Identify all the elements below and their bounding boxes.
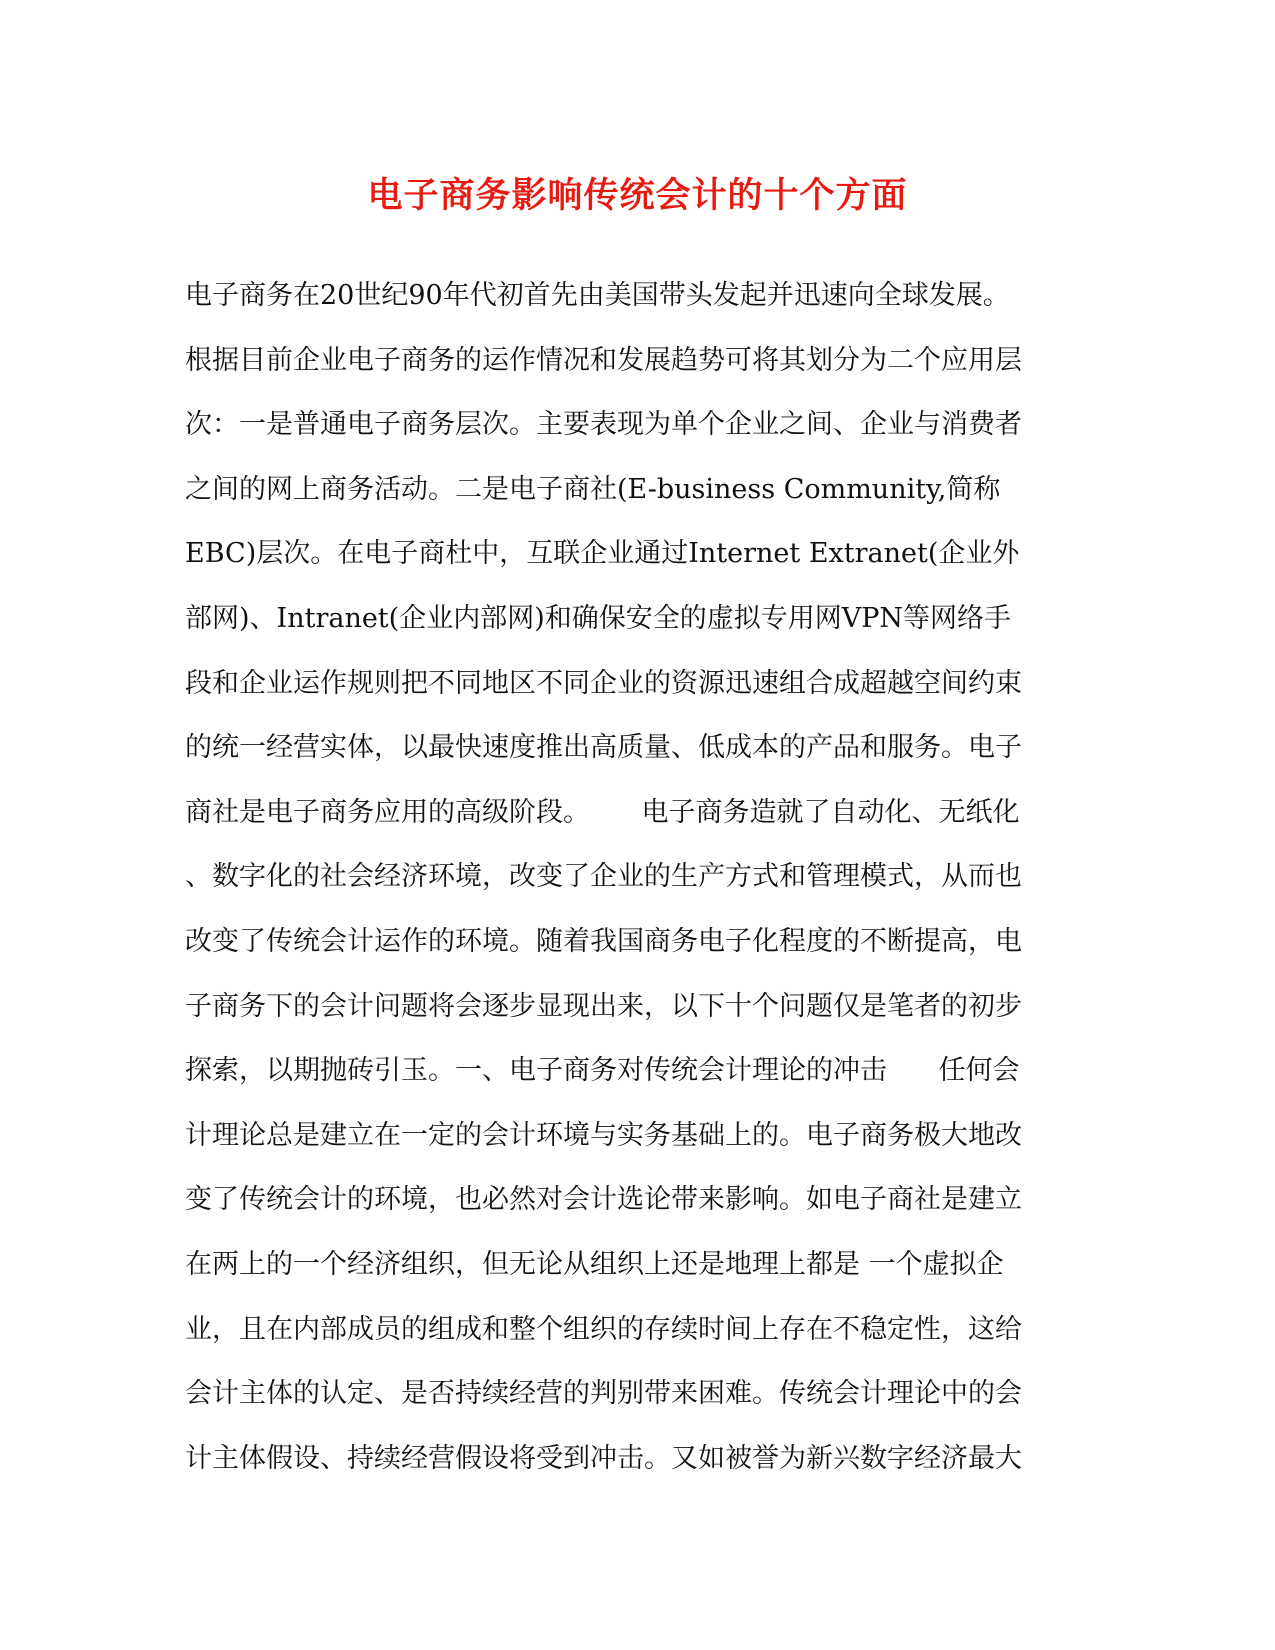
body-line: 探索，以期抛砖引玉。一、电子商务对传统会计理论的冲击 任何会 xyxy=(185,1055,1020,1087)
body-line: 改变了传统会计运作的环境。随着我国商务电子化程度的不断提高，电 xyxy=(185,925,1022,957)
body-line: 段和企业运作规则把不同地区不同企业的资源迅速组合成超越空间约束 xyxy=(185,667,1022,699)
body-line: 计主体假设、持续经营假设将受到冲击。又如被誉为新兴数字经济最大 xyxy=(185,1442,1022,1474)
document-title: 电子商务影响传统会计的十个方面 xyxy=(367,175,908,216)
body-line: 根据目前企业电子商务的运作情况和发展趋势可将其划分为二个应用层 xyxy=(185,344,1022,376)
body-line: 会计主体的认定、是否持续经营的判别带来困难。传统会计理论中的会 xyxy=(185,1378,1022,1410)
body-line: 商社是电子商务应用的高级阶段。 电子商务造就了自动化、无纸化 xyxy=(185,796,1020,828)
body-line: 部网)、Intranet(企业内部网)和确保安全的虚拟专用网VPN等网络手 xyxy=(185,602,1012,634)
body-line: 之间的网上商务活动。二是电子商社(E-business Community,简称 xyxy=(185,473,1001,505)
body-line: 在两上的一个经济组织，但无论从组织上还是地理上都是 一个虚拟企 xyxy=(185,1248,1004,1280)
body-line: 业，且在内部成员的组成和整个组织的存续时间上存在不稳定性，这给 xyxy=(185,1313,1022,1345)
body-line: 的统一经营实体，以最快速度推出高质量、低成本的产品和服务。电子 xyxy=(185,732,1022,764)
body-line: 电子商务在20世纪90年代初首先由美国带头发起并迅速向全球发展。 xyxy=(185,280,1010,311)
body-line: 变了传统会计的环境，也必然对会计选论带来影响。如电子商社是建立 xyxy=(185,1184,1022,1216)
document-body xyxy=(185,264,1095,1491)
body-line: 次：一是普通电子商务层次。主要表现为单个企业之间、企业与消费者 xyxy=(185,409,1022,441)
body-line: 子商务下的会计问题将会逐步显现出来，以下十个问题仅是笔者的初步 xyxy=(185,990,1022,1022)
body-line: 计理论总是建立在一定的会计环境与实务基础上的。电子商务极大地改 xyxy=(185,1119,1022,1151)
body-line: 、数字化的社会经济环境，改变了企业的生产方式和管理模式，从而也 xyxy=(185,861,1022,893)
body-line: EBC)层次。在电子商杜中，互联企业通过Internet Extranet(企业外 xyxy=(185,538,1020,570)
